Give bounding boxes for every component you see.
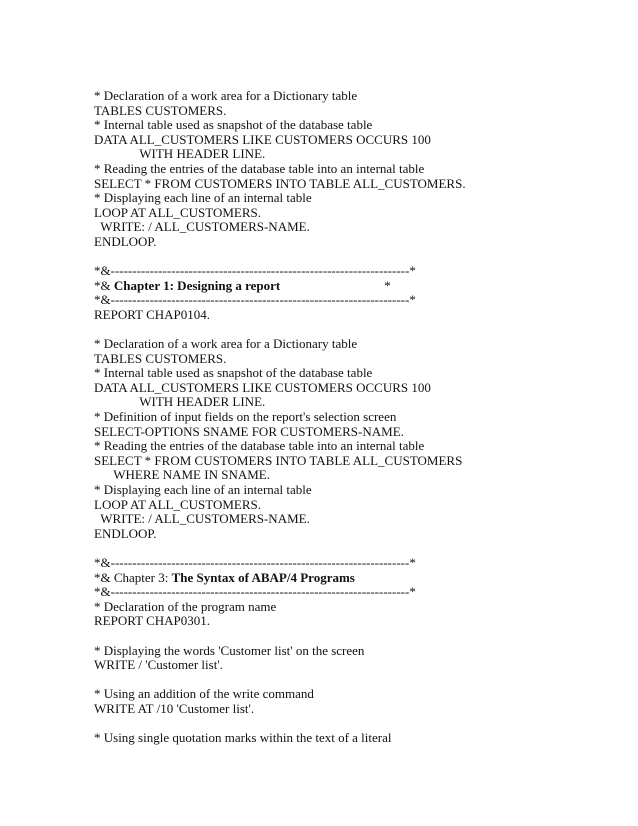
code-line: REPORT CHAP0104.: [94, 306, 211, 322]
code-line: * Displaying each line of an internal table: [94, 482, 312, 498]
code-line: SELECT * FROM CUSTOMERS INTO TABLE ALL_CUSTOMERS: [94, 452, 463, 468]
header-rule-top: *&---------------------------------------------------------------------*: [94, 555, 416, 570]
header-rule-bottom: *&---------------------------------------------------------------------*: [94, 292, 416, 308]
chapter-title: The Syntax of ABAP/4 Programs: [171, 569, 355, 585]
code-line: LOOP AT ALL_CUSTOMERS.: [94, 496, 261, 512]
code-line: WHERE NAME IN SNAME.: [94, 467, 270, 483]
code-block: [94, 731, 614, 746]
heading-prefix: *&: [94, 277, 114, 293]
code-line: * Definition of input fields on the report's selection screen: [94, 409, 397, 425]
code-line: REPORT CHAP0301.: [94, 613, 211, 629]
code-line: * Using single quotation marks within the text of a literal: [94, 730, 392, 746]
code-line: LOOP AT ALL_CUSTOMERS.: [94, 204, 261, 220]
code-block: [94, 644, 614, 673]
code-line: SELECT * FROM CUSTOMERS INTO TABLE ALL_CUSTOMERS.: [94, 175, 466, 191]
code-line: * Reading the entries of the database table into an internal table: [94, 438, 425, 454]
heading-prefix: *& Chapter 3:: [94, 569, 172, 585]
spacer: [94, 629, 614, 644]
code-line: WITH HEADER LINE.: [94, 146, 266, 162]
code-line: * Internal table used as snapshot of the database table: [94, 117, 373, 133]
code-line: * Displaying the words 'Customer list' on the screen: [94, 642, 365, 658]
code-line: DATA ALL_CUSTOMERS LIKE CUSTOMERS OCCURS 100: [94, 131, 431, 147]
header-rule-top: *&---------------------------------------------------------------------*: [94, 263, 416, 279]
chapter-heading: [94, 279, 614, 294]
spacer: [94, 673, 614, 688]
code-line: * Internal table used as snapshot of the database table: [94, 365, 373, 381]
code-line: WRITE / 'Customer list'.: [94, 657, 223, 673]
code-line: WRITE: / ALL_CUSTOMERS-NAME.: [94, 511, 310, 527]
code-line: WRITE: / ALL_CUSTOMERS-NAME.: [94, 219, 310, 235]
code-line: WITH HEADER LINE.: [94, 394, 266, 410]
spacer: [94, 541, 614, 556]
chapter-header: [94, 556, 614, 629]
code-line: * Displaying each line of an internal table: [94, 190, 312, 206]
code-line: * Using an addition of the write command: [94, 686, 314, 702]
chapter-header: [94, 264, 614, 322]
code-block: [94, 337, 614, 541]
code-line: WRITE AT /10 'Customer list'.: [94, 700, 255, 716]
code-line: * Declaration of a work area for a Dictionary table: [94, 336, 358, 352]
code-line: * Declaration of the program name: [94, 598, 277, 614]
header-rule-bottom: *&---------------------------------------------------------------------*: [94, 584, 416, 600]
code-block: [94, 89, 614, 250]
spacer: [94, 323, 614, 338]
code-line: DATA ALL_CUSTOMERS LIKE CUSTOMERS OCCURS 100: [94, 379, 431, 395]
code-line: TABLES CUSTOMERS.: [94, 102, 227, 118]
chapter-heading: [94, 571, 614, 586]
code-line: * Declaration of a work area for a Dictionary table: [94, 88, 358, 103]
code-line: ENDLOOP.: [94, 525, 157, 541]
spacer: [94, 250, 614, 265]
spacer: [94, 717, 614, 732]
heading-suffix: *: [280, 277, 391, 293]
document-page: [94, 89, 614, 746]
code-line: TABLES CUSTOMERS.: [94, 350, 227, 366]
code-line: * Reading the entries of the database table into an internal table: [94, 160, 425, 176]
code-block: [94, 687, 614, 716]
chapter-title: Chapter 1: Designing a report: [113, 277, 281, 293]
code-line: ENDLOOP.: [94, 233, 157, 249]
code-line: SELECT-OPTIONS SNAME FOR CUSTOMERS-NAME.: [94, 423, 404, 439]
